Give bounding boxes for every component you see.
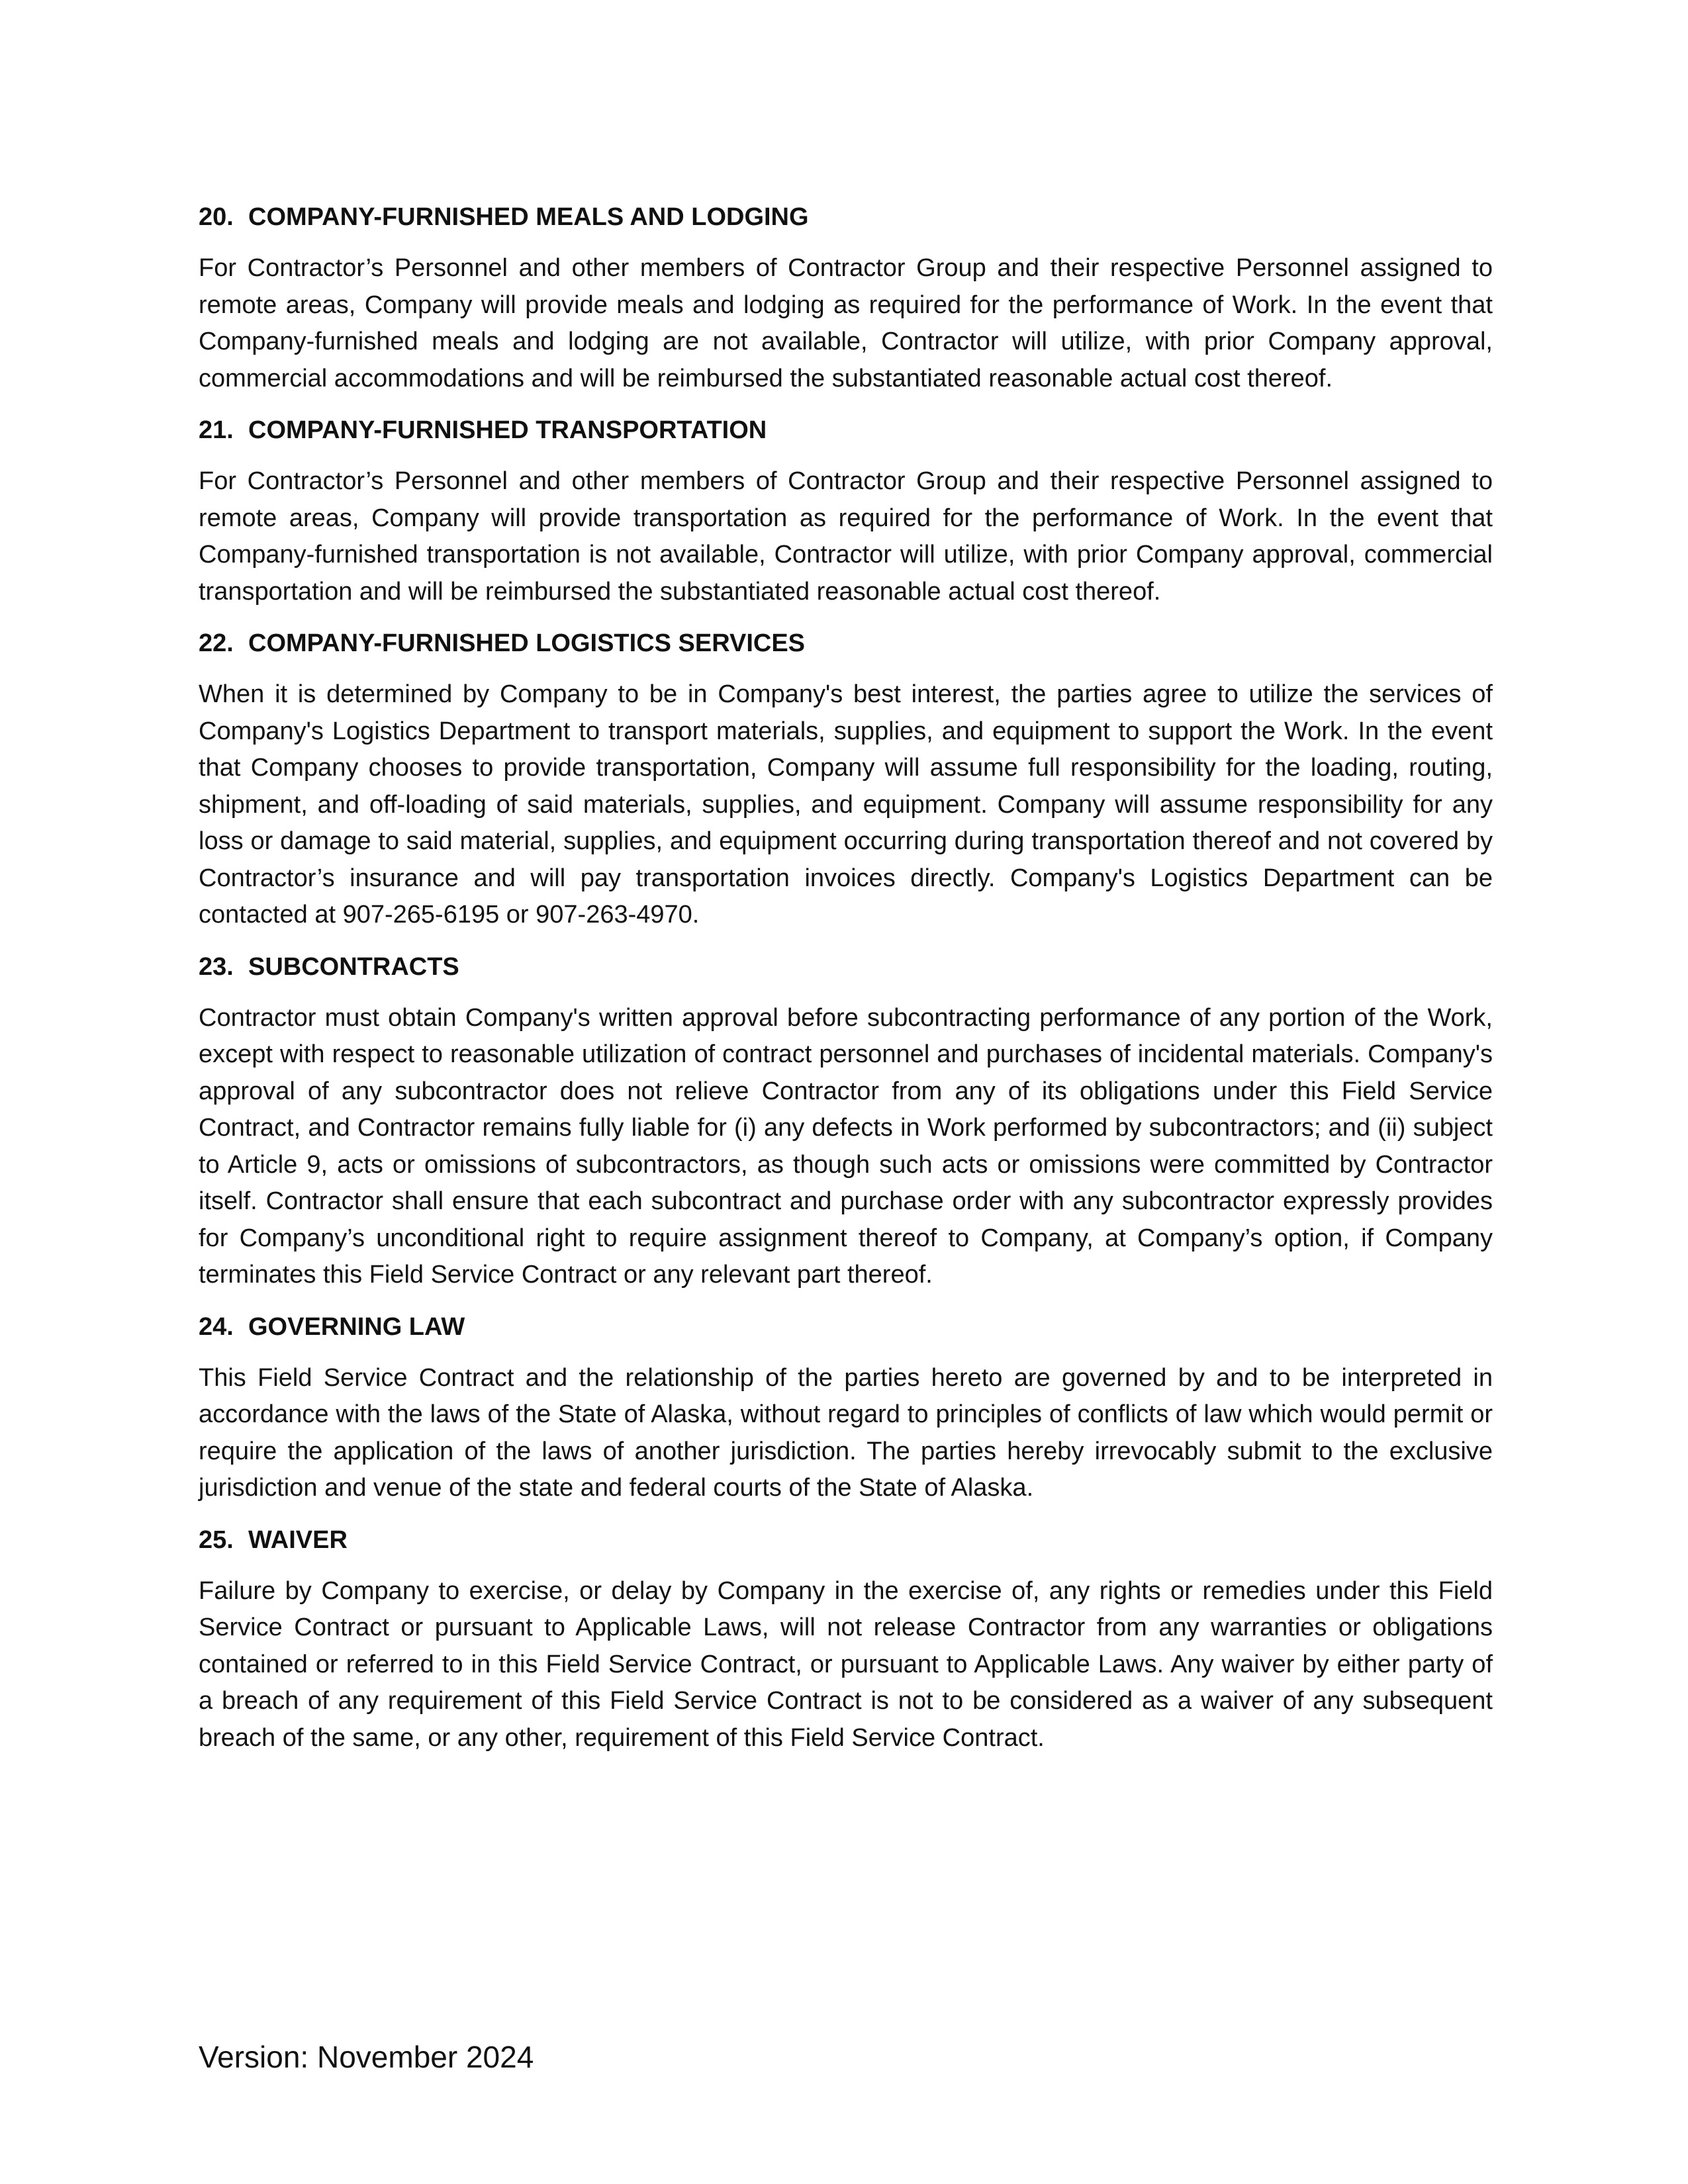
section-body: For Contractor’s Personnel and other members of Contractor Group and their respective Personnel assigned to remote areas, Company will provide transportation as required for the performance of Work. In the event that Company-furnished transportation is not available, Contractor will utilize, with prior Company approval, commercial transportation and will be reimbursed the substantiated reasonable actual cost thereof. [199, 467, 1493, 606]
section-heading [199, 1522, 1493, 1559]
section-body: For Contractor’s Personnel and other members of Contractor Group and their respective Personnel assigned to remote areas, Company will provide meals and lodging as required for the performance of Work. In the event that Company-furnished meals and lodging are not available, Contractor will utilize, with prior Company approval, commercial accommodations and will be reimbursed the substantiated reasonable actual cost thereof. [199, 254, 1493, 392]
section-24 [199, 1308, 1493, 1507]
section-20 [199, 199, 1493, 397]
document-page [199, 199, 1493, 1771]
section-title: SUBCONTRACTS [248, 952, 459, 981]
section-title: COMPANY-FURNISHED LOGISTICS SERVICES [248, 629, 806, 657]
version-footer: Version: November 2024 [199, 2040, 534, 2074]
section-25 [199, 1522, 1493, 1757]
section-number: 20. [199, 203, 234, 231]
section-21 [199, 412, 1493, 610]
section-heading [199, 948, 1493, 985]
section-number: 24. [199, 1312, 234, 1341]
section-body: This Field Service Contract and the relationship of the parties hereto are governed by and to be interpreted in accordance with the laws of the State of Alaska, without regard to principles of conflicts of law which would permit or require the application of the laws of another jurisdiction. The parties hereby irrevocably submit to the exclusive jurisdiction and venue of the state and federal courts of the State of Alaska. [199, 1363, 1493, 1502]
section-number: 25. [199, 1525, 234, 1554]
section-number: 23. [199, 952, 234, 981]
section-heading [199, 199, 1493, 236]
section-heading [199, 1308, 1493, 1345]
section-number: 22. [199, 629, 234, 657]
section-23 [199, 948, 1493, 1294]
section-title: COMPANY-FURNISHED MEALS AND LODGING [248, 203, 809, 231]
section-heading [199, 625, 1493, 662]
section-body: Contractor must obtain Company's written approval before subcontracting performance of any portion of the Work, except with respect to reasonable utilization of contract personnel and purchases of incidental materials. Company's approval of any subcontractor does not relieve Contractor from any of its obligations under this Field Service Contract, and Contractor remains fully liable for (i) any defects in Work performed by subcontractors; and (ii) subject to Article 9, acts or omissions of subcontractors, as though such acts or omissions were committed by Contractor itself. Contractor shall ensure that each subcontract and purchase order with any subcontractor expressly provides for Company’s unconditional right to require assignment thereof to Company, at Company’s option, if Company terminates this Field Service Contract or any relevant part thereof. [199, 1003, 1493, 1289]
section-heading [199, 412, 1493, 449]
section-body: Failure by Company to exercise, or delay by Company in the exercise of, any rights or remedies under this Field Service Contract or pursuant to Applicable Laws, will not release Contractor from any warranties or obligations contained or referred to in this Field Service Contract, or pursuant to Applicable Laws. Any waiver by either party of a breach of any requirement of this Field Service Contract is not to be considered as a waiver of any subsequent breach of the same, or any other, requirement of this Field Service Contract. [199, 1576, 1493, 1752]
section-title: WAIVER [248, 1525, 348, 1554]
section-number: 21. [199, 416, 234, 444]
section-body: When it is determined by Company to be in Company's best interest, the parties agree to utilize the services of Company's Logistics Department to transport materials, supplies, and equipment to support the Work. In the event that Company chooses to provide transportation, Company will assume full responsibility for the loading, routing, shipment, and off-loading of said materials, supplies, and equipment. Company will assume responsibility for any loss or damage to said material, supplies, and equipment occurring during transportation thereof and not covered by Contractor’s insurance and will pay transportation invoices directly. Company's Logistics Department can be contacted at 907-265-6195 or 907-263-4970. [199, 680, 1493, 929]
section-title: GOVERNING LAW [248, 1312, 465, 1341]
section-title: COMPANY-FURNISHED TRANSPORTATION [248, 416, 767, 444]
section-22 [199, 625, 1493, 934]
